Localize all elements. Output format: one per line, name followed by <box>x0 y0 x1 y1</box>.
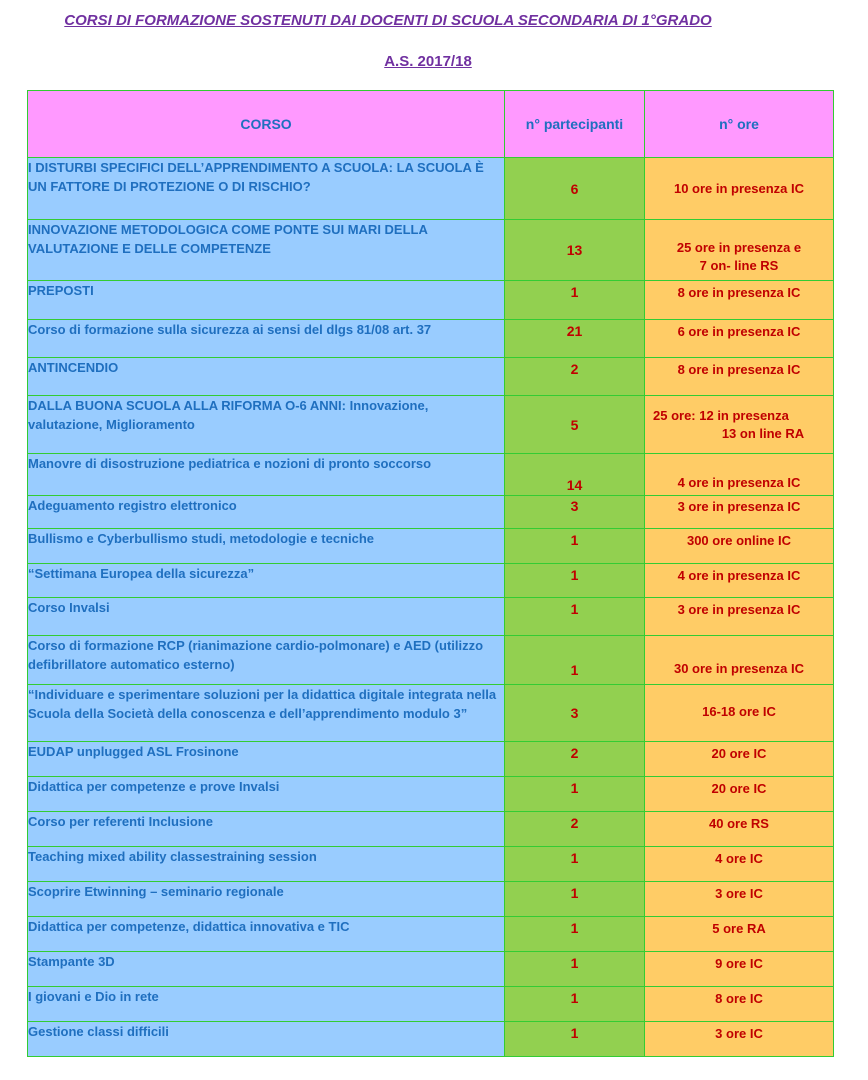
table-row <box>28 882 834 917</box>
participants-count: 6 <box>505 158 645 220</box>
hours-value: 4 ore in presenza IC <box>645 454 834 496</box>
hours-value: 16-18 ore IC <box>645 685 834 742</box>
table-row <box>28 987 834 1022</box>
table-row <box>28 636 834 685</box>
table-row <box>28 847 834 882</box>
table-row <box>28 320 834 358</box>
participants-count: 1 <box>505 917 645 952</box>
hours-value: 25 ore: 12 in presenza 13 on line RA <box>645 396 834 454</box>
table-row <box>28 777 834 812</box>
hours-value: 25 ore in presenza e 7 on- line RS <box>645 220 834 281</box>
table-row <box>28 742 834 777</box>
hours-value: 8 ore in presenza IC <box>645 358 834 396</box>
table-row <box>28 281 834 320</box>
table-row <box>28 158 834 220</box>
document-title: CORSI DI FORMAZIONE SOSTENUTI DAI DOCENTI DI SCUOLA SECONDARIA DI 1°GRADO <box>64 12 712 29</box>
course-name: DALLA BUONA SCUOLA ALLA RIFORMA O-6 ANNI: Innovazione, valutazione, Miglioramento <box>28 396 505 454</box>
hours-value: 20 ore IC <box>645 777 834 812</box>
participants-count: 2 <box>505 358 645 396</box>
course-name: I DISTURBI SPECIFICI DELL’APPRENDIMENTO A SCUOLA: LA SCUOLA È UN FATTORE DI PROTEZIONE O DI RISCHIO? <box>28 158 505 220</box>
table-row <box>28 812 834 847</box>
participants-count: 13 <box>505 220 645 281</box>
participants-count: 5 <box>505 396 645 454</box>
table-row <box>28 917 834 952</box>
table-row <box>28 529 834 564</box>
course-name: EUDAP unplugged ASL Frosinone <box>28 742 505 777</box>
course-name: Corso Invalsi <box>28 598 505 636</box>
participants-count: 1 <box>505 636 645 685</box>
course-name: Adeguamento registro elettronico <box>28 496 505 529</box>
participants-count: 14 <box>505 454 645 496</box>
participants-count: 1 <box>505 777 645 812</box>
participants-count: 1 <box>505 987 645 1022</box>
course-name: Didattica per competenze e prove Invalsi <box>28 777 505 812</box>
course-name: ANTINCENDIO <box>28 358 505 396</box>
participants-count: 21 <box>505 320 645 358</box>
hours-value: 5 ore RA <box>645 917 834 952</box>
course-name: Corso di formazione RCP (rianimazione cardio-polmonare) e AED (utilizzo defibrillatore automatico esterno) <box>28 636 505 685</box>
hours-value: 6 ore in presenza IC <box>645 320 834 358</box>
hours-value: 3 ore IC <box>645 882 834 917</box>
course-name: Didattica per competenze, didattica innovativa e TIC <box>28 917 505 952</box>
header-course: CORSO <box>28 91 505 158</box>
participants-count: 3 <box>505 685 645 742</box>
participants-count: 3 <box>505 496 645 529</box>
course-name: INNOVAZIONE METODOLOGICA COME PONTE SUI MARI DELLA VALUTAZIONE E DELLE COMPETENZE <box>28 220 505 281</box>
hours-value: 3 ore in presenza IC <box>645 496 834 529</box>
hours-value: 9 ore IC <box>645 952 834 987</box>
hours-value: 40 ore RS <box>645 812 834 847</box>
participants-count: 1 <box>505 1022 645 1057</box>
table-row <box>28 598 834 636</box>
table-row <box>28 396 834 454</box>
table-row <box>28 358 834 396</box>
table-row <box>28 1022 834 1057</box>
course-name: Bullismo e Cyberbullismo studi, metodologie e tecniche <box>28 529 505 564</box>
participants-count: 2 <box>505 812 645 847</box>
hours-value: 4 ore in presenza IC <box>645 564 834 598</box>
header-participants: n° partecipanti <box>505 91 645 158</box>
course-name: Stampante 3D <box>28 952 505 987</box>
table-row <box>28 564 834 598</box>
hours-value: 8 ore IC <box>645 987 834 1022</box>
table-row <box>28 496 834 529</box>
course-name: Gestione classi difficili <box>28 1022 505 1057</box>
participants-count: 1 <box>505 529 645 564</box>
course-name: “Settimana Europea della sicurezza” <box>28 564 505 598</box>
table-header-row <box>28 91 834 158</box>
courses-table <box>27 90 834 1057</box>
header-hours: n° ore <box>645 91 834 158</box>
participants-count: 1 <box>505 281 645 320</box>
course-name: Manovre di disostruzione pediatrica e nozioni di pronto soccorso <box>28 454 505 496</box>
hours-value: 8 ore in presenza IC <box>645 281 834 320</box>
participants-count: 2 <box>505 742 645 777</box>
participants-count: 1 <box>505 847 645 882</box>
table-row <box>28 952 834 987</box>
table-row <box>28 220 834 281</box>
school-year: A.S. 2017/18 <box>384 53 472 70</box>
hours-value: 3 ore in presenza IC <box>645 598 834 636</box>
course-name: “Individuare e sperimentare soluzioni per la didattica digitale integrata nella Scuola della Società della conoscenza e dell’apprendimento modulo 3” <box>28 685 505 742</box>
course-name: Corso di formazione sulla sicurezza ai sensi del dlgs 81/08 art. 37 <box>28 320 505 358</box>
hours-value: 10 ore in presenza IC <box>645 158 834 220</box>
course-name: Corso per referenti Inclusione <box>28 812 505 847</box>
table-row <box>28 685 834 742</box>
participants-count: 1 <box>505 952 645 987</box>
hours-value: 300 ore online IC <box>645 529 834 564</box>
participants-count: 1 <box>505 598 645 636</box>
course-name: I giovani e Dio in rete <box>28 987 505 1022</box>
course-name: PREPOSTI <box>28 281 505 320</box>
course-name: Scoprire Etwinning – seminario regionale <box>28 882 505 917</box>
hours-value: 30 ore in presenza IC <box>645 636 834 685</box>
table-row <box>28 454 834 496</box>
hours-value: 20 ore IC <box>645 742 834 777</box>
hours-value: 3 ore IC <box>645 1022 834 1057</box>
participants-count: 1 <box>505 882 645 917</box>
hours-value: 4 ore IC <box>645 847 834 882</box>
course-name: Teaching mixed ability classestraining session <box>28 847 505 882</box>
participants-count: 1 <box>505 564 645 598</box>
